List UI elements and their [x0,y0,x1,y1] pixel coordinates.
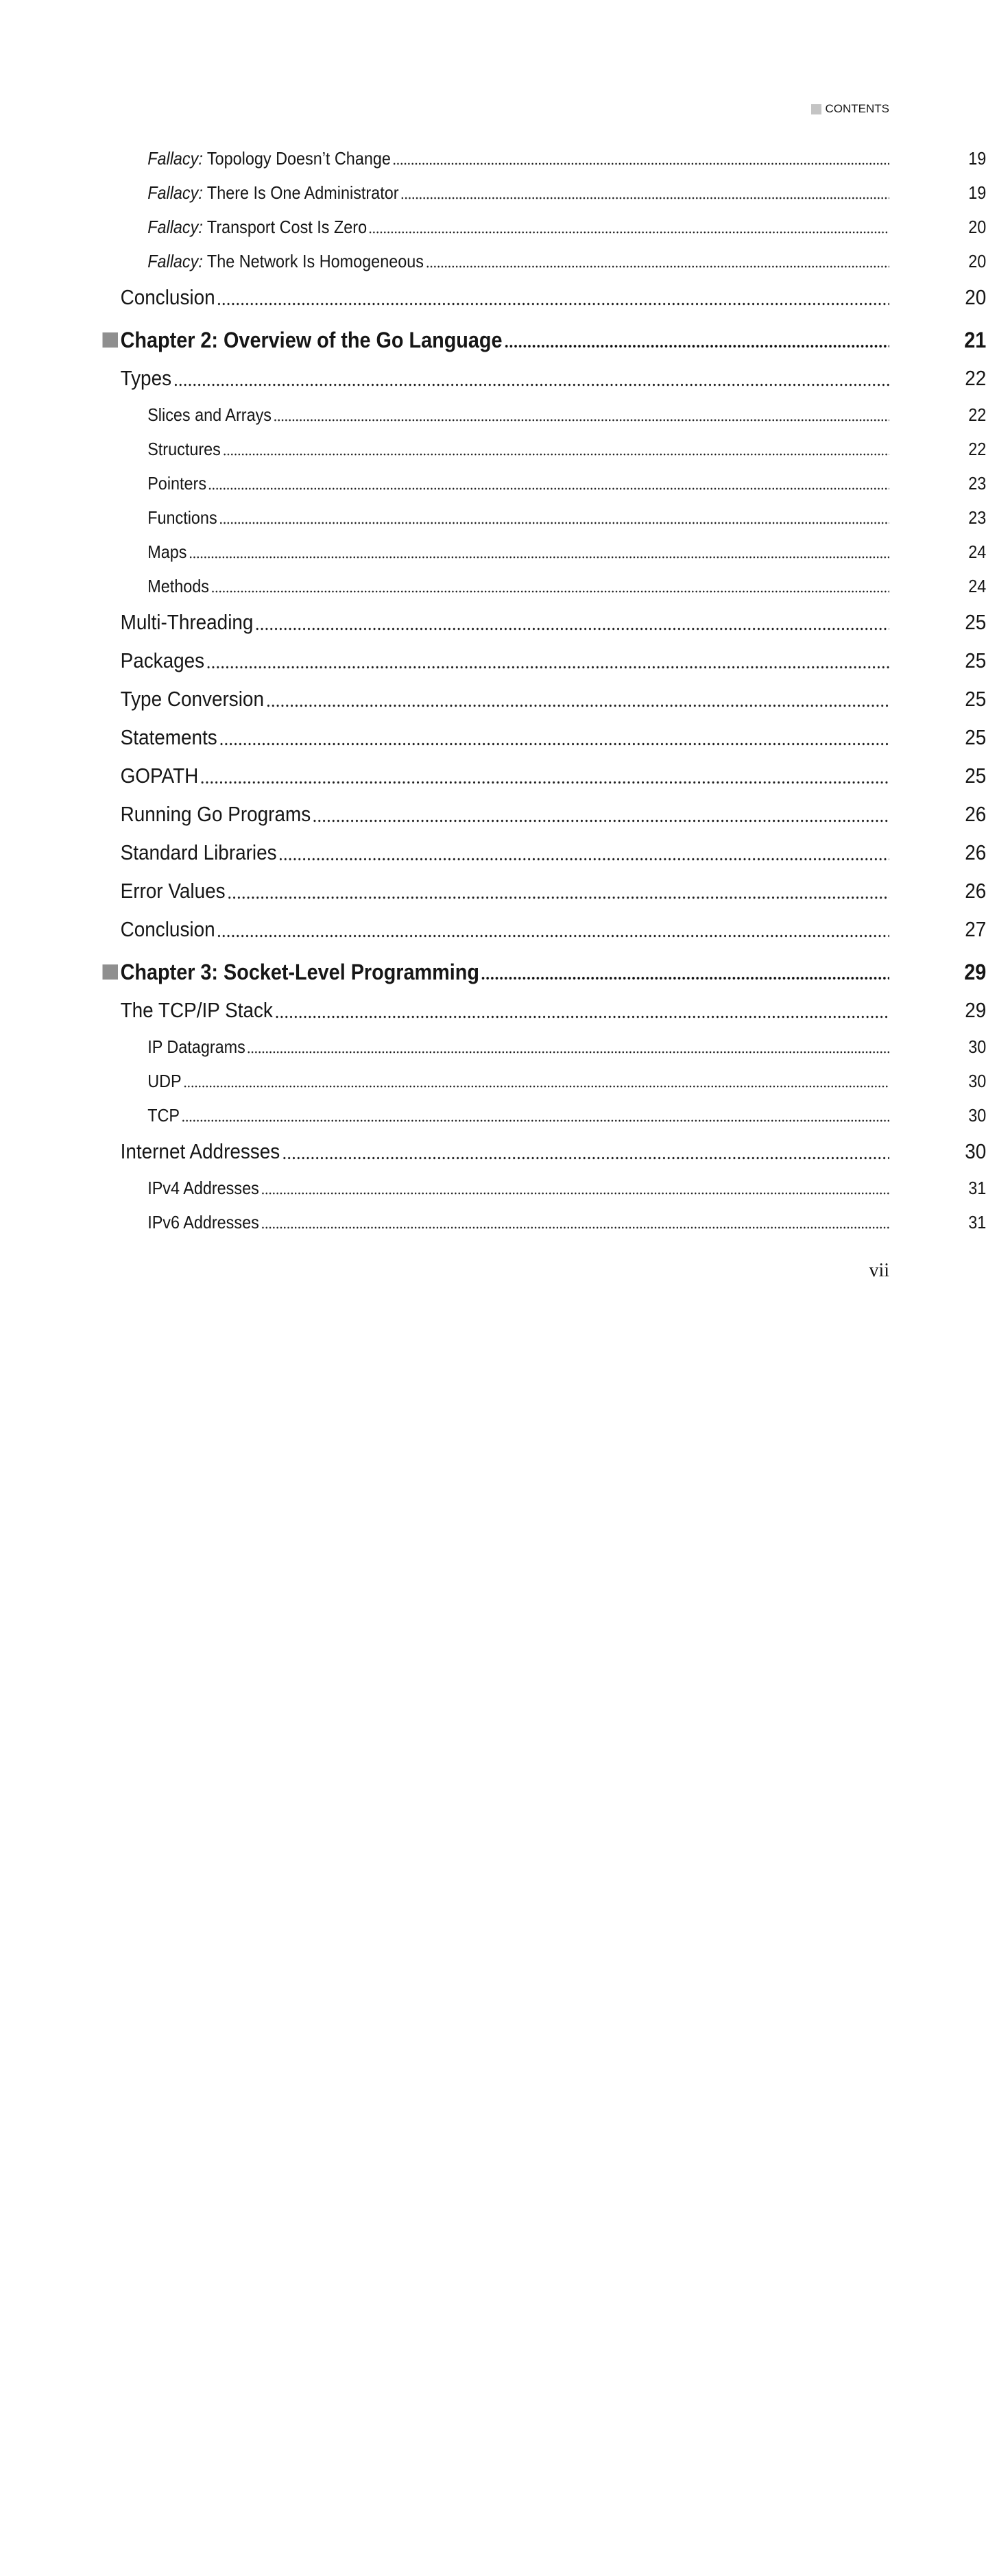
page-number: 30 [968,1036,986,1057]
entry-title: Chapter 3: Socket-Level Programming [120,960,479,984]
entry-title: Conclusion [120,285,215,309]
toc-subsection-entry [121,1030,986,1064]
folio-page-number: vii [869,1260,889,1281]
entry-prefix: Fallacy: [147,182,203,203]
entry-title: Types [120,366,172,390]
page-number: 30 [965,1139,986,1163]
entry-title: Pointers [147,473,207,494]
toc-subsection-entry [121,244,986,278]
toc-subsection-entry [121,500,986,535]
toc-subsection-entry [121,1098,986,1132]
toc-subsection-entry [121,1064,986,1098]
page-number: 26 [965,802,986,826]
toc-section-entry [120,642,986,680]
entry-title: IPv6 Addresses [147,1212,259,1232]
page-number: 20 [965,285,986,309]
page-number: 20 [968,251,986,271]
toc-list [120,141,986,1239]
entry-title: Statements [120,725,217,749]
entry-title: Slices and Arrays [147,404,272,425]
page-number: 29 [964,960,986,984]
entry-prefix: Fallacy: [147,251,203,271]
entry-title: GOPATH [120,764,199,788]
entry-title: Running Go Programs [120,802,311,826]
running-head-label: CONTENTS [825,102,889,115]
page-number: 30 [968,1071,986,1091]
entry-title: Topology Doesn’t Change [206,148,391,169]
toc-subsection-entry [121,141,986,175]
square-bullet-icon [102,964,118,980]
toc-subsection-entry [121,210,986,244]
page-number: 22 [968,404,986,425]
toc-subsection-entry [121,432,986,466]
entry-title: Methods [147,576,209,596]
entry-title: Functions [147,507,217,528]
page-number: 21 [964,328,986,352]
entry-title: The Network Is Homogeneous [206,251,424,271]
page-number: 25 [965,610,986,634]
page-number: 27 [965,917,986,941]
entry-title: Chapter 2: Overview of the Go Language [120,328,503,352]
toc-section-entry [120,1132,986,1171]
square-bullet-icon [102,332,118,348]
toc-section-entry [120,991,986,1030]
toc-subsection-entry [121,466,986,500]
page-number: 31 [968,1212,986,1232]
page-number: 25 [965,648,986,672]
toc-chapter-entry [120,321,986,359]
entry-title: IPv4 Addresses [147,1178,259,1198]
toc-subsection-entry [121,1205,986,1239]
entry-prefix: Fallacy: [147,217,203,237]
toc-subsection-entry [121,1171,986,1205]
page-number: 22 [968,439,986,459]
page-number: 26 [965,840,986,864]
entry-prefix: Fallacy: [147,148,203,169]
running-head [811,101,890,117]
square-bullet-icon [811,104,821,114]
toc-section-entry [120,834,986,872]
toc-chapter-entry [120,953,986,991]
page-number: 25 [965,764,986,788]
page-number: 26 [965,879,986,903]
page-number: 23 [968,473,986,494]
toc-section-entry [120,718,986,757]
entry-title: Packages [120,648,205,672]
page-number: 29 [965,998,986,1022]
entry-title: Internet Addresses [120,1139,280,1163]
page-number: 31 [968,1178,986,1198]
page-number: 19 [968,148,986,169]
toc-subsection-entry [121,569,986,603]
toc-section-entry [120,757,986,795]
toc-section-entry [120,359,986,398]
page-number: 24 [968,576,986,596]
toc-subsection-entry [121,398,986,432]
entry-title: There Is One Administrator [206,182,399,203]
entry-title: The TCP/IP Stack [120,998,273,1022]
toc-section-entry [120,795,986,834]
toc-section-entry [120,603,986,642]
page-number: 25 [965,687,986,711]
toc-subsection-entry [121,175,986,210]
toc-section-entry [120,872,986,910]
page-number: 30 [968,1105,986,1126]
page-number: 19 [968,182,986,203]
page-number: 24 [968,542,986,562]
toc-section-entry [120,910,986,949]
entry-title: Multi-Threading [120,610,254,634]
toc-section-entry [120,278,986,317]
entry-title: Error Values [120,879,226,903]
entry-title: Maps [147,542,187,562]
entry-title: Structures [147,439,221,459]
toc-section-entry [120,680,986,718]
toc-subsection-entry [121,535,986,569]
entry-title: Transport Cost Is Zero [206,217,368,237]
entry-title: Conclusion [120,917,215,941]
entry-title: TCP [147,1105,180,1126]
entry-title: Standard Libraries [120,840,277,864]
page-number: 25 [965,725,986,749]
entry-title: Type Conversion [120,687,264,711]
entry-title: UDP [147,1071,182,1091]
page-number: 22 [965,366,986,390]
entry-title: IP Datagrams [147,1036,245,1057]
page-number: 20 [968,217,986,237]
page-number: 23 [968,507,986,528]
